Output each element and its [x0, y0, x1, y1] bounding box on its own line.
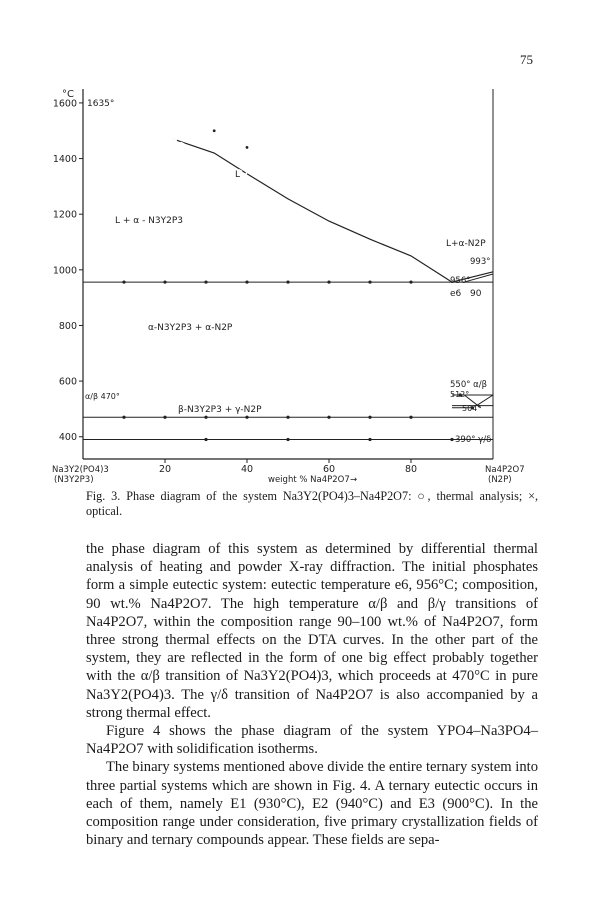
left-component-label: Na3Y2(PO4)3 — [52, 465, 109, 475]
top-temperature-label: 1635° — [87, 99, 115, 109]
y-ticks — [53, 98, 83, 443]
thermal-point — [286, 438, 289, 441]
eutectic-label: e6 — [450, 289, 462, 299]
thermal-point — [246, 146, 249, 149]
thermal-point — [204, 416, 207, 419]
y-tick-label: 600 — [58, 376, 77, 388]
thermal-point — [286, 416, 289, 419]
y-tick-label: 400 — [58, 432, 77, 444]
region-label-beta-gamma: β-N3Y2P3 + γ-N2P — [178, 405, 262, 415]
thermal-point — [409, 416, 412, 419]
thermal-point — [368, 280, 371, 283]
paragraph-2: Figure 4 shows the phase diagram of the system YPO4–Na3PO4–Na4P2O7 with solidification isotherms. — [86, 723, 538, 758]
right-component-abbr: (N2P) — [488, 475, 512, 485]
y-tick-label: 1600 — [52, 98, 77, 110]
paragraph-3: The binary systems mentioned above divide the entire ternary system into three partial systems which are shown in Fig. 4. A ternary eutectic occurs in each of them, namely E1 (930°C), E2 (940°C) and E3 (900°C). In the composition range under consideration, five primary crystallization fields of binary and ternary compounds appear. These fields are sepa- — [86, 759, 538, 849]
invariant-label-504: 504° — [462, 404, 482, 413]
thermal-point — [327, 416, 330, 419]
page-number: 75 — [520, 52, 533, 67]
invariant-label-512: 512° — [450, 390, 470, 399]
x-axis-arrow: → — [350, 475, 358, 485]
y-axis-unit: °C — [62, 89, 74, 100]
paragraph-1: the phase diagram of this system as determined by differential thermal analysis of heating and powder X-ray diffraction. The initial phosphates form a simple eutectic system: eutectic temperature e6, 956°C; composition, 90 wt.% Na4P2O7. The high temperature α/β and β/γ transitions of Na4P2O7, within the composition range 90–100 wt.% of Na4P2O7, form three strong thermal effects on the DTA curves. In the other part of the system, they are reflected in the form of one big effect probably together with the α/β transition of Na3Y2(PO4)3, which proceeds at 470°C in pure Na3Y2(PO4)3. The γ/δ transition of Na4P2O7 is also accompanied by a strong thermal effect. — [86, 541, 538, 721]
region-label-alpha-alpha: α-N3Y2P3 + α-N2P — [148, 323, 233, 333]
left-component-abbr: (N3Y2P3) — [54, 475, 94, 485]
left-transition-label: α/β 470° — [85, 392, 120, 401]
body-text — [86, 540, 538, 849]
thermal-point — [286, 280, 289, 283]
invariant-label-390: 390° γ/δ — [455, 435, 492, 445]
figure-caption — [86, 489, 538, 519]
thermal-point — [245, 280, 248, 283]
right-component-label: Na4P2O7 — [485, 465, 525, 475]
region-label-liquid-alpha-n3y2p3: L + α - N3Y2P3 — [115, 216, 184, 226]
invariant-label-956: 956° — [450, 276, 471, 286]
thermal-point — [368, 438, 371, 441]
thermal-point — [163, 280, 166, 283]
x-ticks — [159, 459, 417, 475]
thermal-point — [327, 280, 330, 283]
phase-diagram-figure — [30, 84, 530, 504]
thermal-point — [409, 280, 412, 283]
y-tick-label: 1400 — [52, 154, 77, 166]
liquidus-curve — [173, 139, 452, 282]
thermal-point — [122, 280, 125, 283]
thermal-point — [163, 416, 166, 419]
liquidus-dash-overlay — [173, 139, 247, 174]
thermal-point — [450, 438, 453, 441]
region-label-liquid-alpha-n2p: L+α-N2P — [446, 239, 486, 249]
x-tick-label: 60 — [322, 464, 336, 475]
x-tick-label: 40 — [240, 464, 254, 475]
invariant-label-550: 550° α/β — [450, 380, 488, 390]
thermal-point — [204, 438, 207, 441]
caption-text: Fig. 3. Phase diagram of the system Na3Y2(PO4)3–Na4P2O7: ○, thermal analysis; ×, optical. — [86, 489, 538, 518]
region-label-liquid: L — [235, 170, 241, 180]
x-axis-label: weight % Na4P2O7 — [268, 475, 350, 485]
thermal-point — [204, 280, 207, 283]
invariant-label-993: 993° — [470, 257, 491, 267]
thermal-analysis-points — [122, 129, 474, 441]
thermal-point — [368, 416, 371, 419]
eutectic-composition-label: 90 — [470, 289, 482, 299]
thermal-point — [213, 129, 216, 132]
y-tick-label: 1000 — [52, 265, 77, 277]
thermal-point — [245, 416, 248, 419]
phase-diagram-svg — [30, 84, 530, 504]
y-tick-label: 800 — [58, 320, 77, 332]
x-tick-label: 20 — [158, 464, 172, 475]
x-tick-label: 80 — [404, 464, 418, 475]
y-tick-label: 1200 — [52, 209, 77, 221]
thermal-point — [122, 416, 125, 419]
